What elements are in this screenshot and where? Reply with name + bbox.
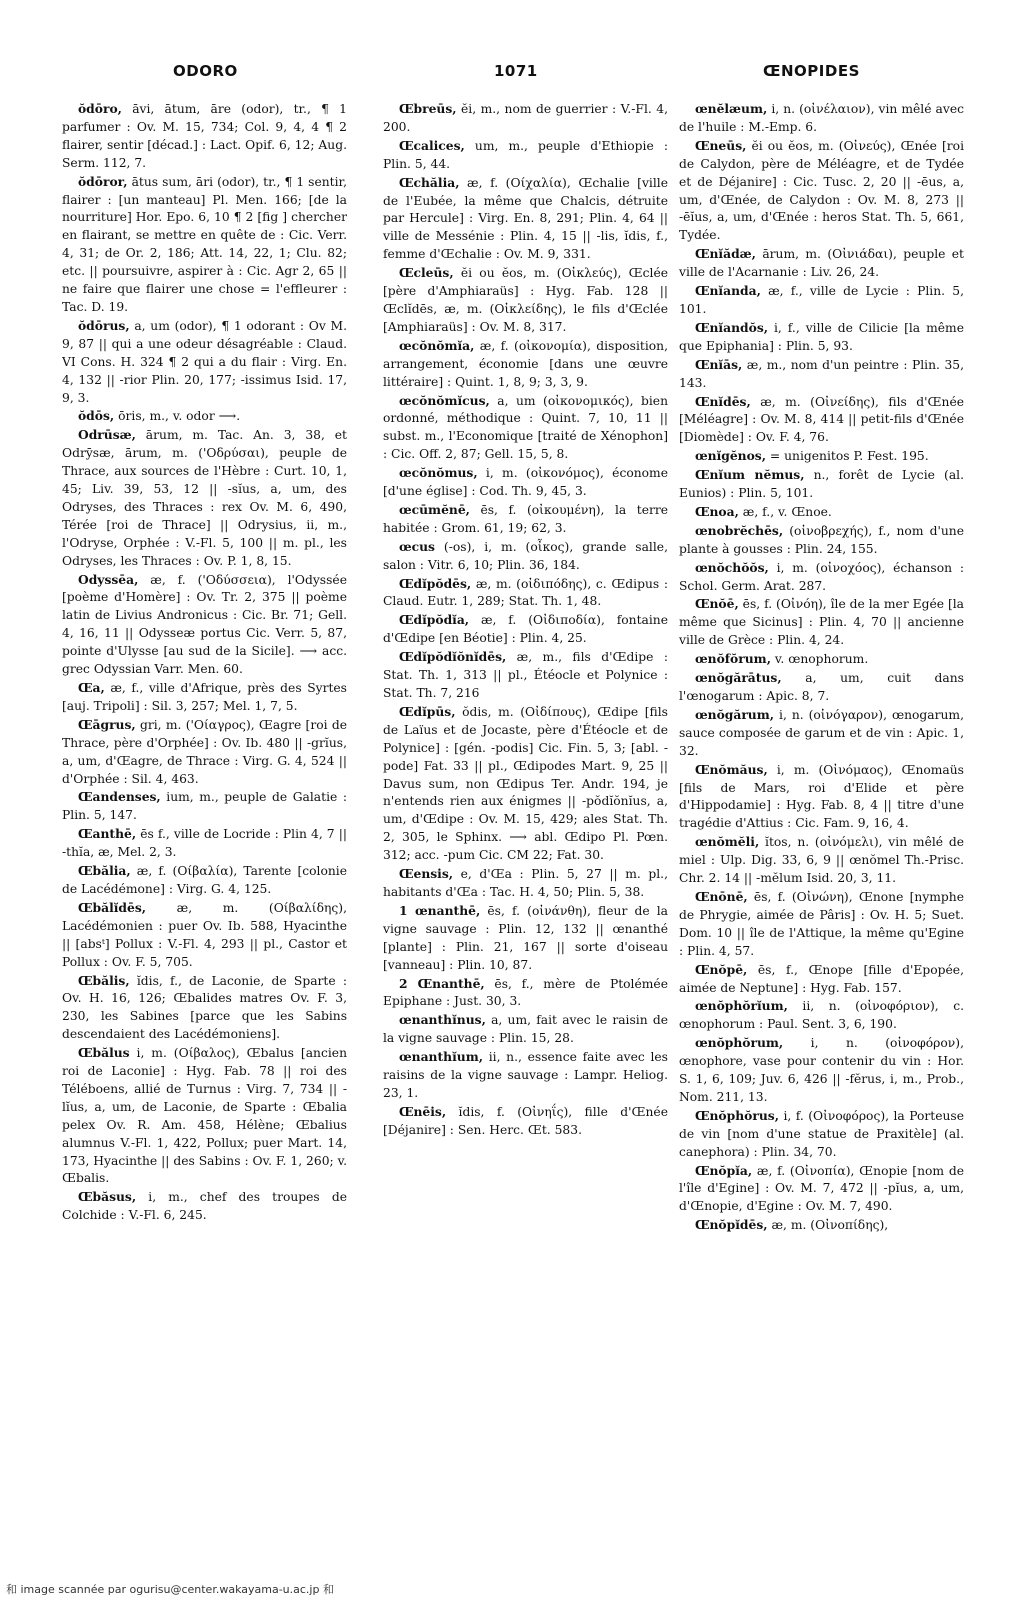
dictionary-entry bbox=[62, 825, 347, 862]
dictionary-entry bbox=[679, 245, 964, 282]
entry-definition: æ, f. (Οίχαλία), Œchalie [ville de l'Eubée, la même que Chalcis, détruite par Hercule] : Virg. En. 8, 291; Plin. 4, 64 || ville de Messénie : Plin. 4, 15 || -lis, ĭdis, f., femme d'Œchalie : Ov. M. 9, 331. bbox=[383, 175, 668, 262]
entry-headword: Œnoa, bbox=[694, 503, 739, 519]
entry-definition: gri, m. ('Οίαγρος), Œagre [roi de Thrace, père d'Orphée] : Ov. Ib. 480 || -grĭus, a, um, d'Œagre, de Thrace : Virg. G. 4, 524 || d'Orphée : Sil. 4, 463. bbox=[62, 717, 347, 786]
dictionary-entry bbox=[62, 716, 347, 789]
dictionary-entry bbox=[679, 503, 964, 522]
dictionary-entry bbox=[679, 833, 964, 888]
entry-headword: Œbălĭdēs, bbox=[77, 899, 147, 915]
entry-headword: ŏdōrus, bbox=[77, 317, 130, 333]
dictionary-entry bbox=[62, 679, 347, 716]
entry-definition: ĕi ou ĕos, m. (Οἰκλεύς), Œclée [père d'Amphiaraüs] : Hyg. Fab. 128 || Œclĭdēs, æ, m. (Οἰκλείδης), le fils d'Œclée [Amphiaraüs] : Ov. M. 8, 317. bbox=[383, 266, 668, 334]
entry-definition: ārum, m. (Οἰνιάδαι), peuple et ville de l'Acarnanie : Liv. 26, 24. bbox=[679, 247, 964, 280]
entry-headword: Œanthē, bbox=[77, 826, 137, 842]
dictionary-entry bbox=[383, 703, 668, 865]
entry-headword: œnŏfŏrum, bbox=[694, 651, 771, 667]
entry-headword: Œnŏphŏrus, bbox=[694, 1107, 780, 1123]
entry-definition: æ, f. (οἰκονομία), disposition, arrangement, économie [dans une œuvre littéraire] : Quint. 1, 8, 9; 3, 3, 9. bbox=[383, 338, 668, 389]
entry-definition: æ, f. (Οἰδιποδία), fontaine d'Œdipe [en Béotie] : Plin. 4, 25. bbox=[383, 613, 668, 646]
entry-definition: æ, m. (Οίβαλίδης), Lacédémonien : puer Ov. Ib. 588, Hyacinthe || [absᵗ] Pollux : V.-Fl. 4, 293 || pl., Castor et Pollux : Ov. F. 5, 705. bbox=[62, 900, 347, 969]
entry-definition: æ, m. (Οἰνείδης), fils d'Œnée [Méléagre] : Ov. M. 8, 414 || petit-fils d'Œnée [Diomède] : Ov. F. 4, 76. bbox=[679, 394, 964, 445]
entry-headword: œnanthĭnus, bbox=[398, 1012, 486, 1028]
entry-definition: ii, n. (οἰνοφόριον), c. œnophorum : Paul. Sent. 3, 6, 190. bbox=[679, 999, 964, 1032]
entry-definition: ĕi ou ĕos, m. (Οἰνεύς), Œnée [roi de Calydon, père de Méléagre, et de Tydée et de Déjanire] : Cic. Tusc. 2, 20 || -ēus, a, um, d'Œnée, de Calydon : Ov. M. 8, 273 || -ēĭus, a, um, d'Œnée : heros Stat. Th. 5, 661, Tydée. bbox=[679, 138, 964, 243]
entry-definition: ēs, f. (οἰνάνθη), fleur de la vigne sauvage : Plin. 12, 132 || œnanthé [plante] : Plin. 21, 167 || sorte d'oiseau [vanneau] : Plin. 10, 87. bbox=[383, 903, 668, 972]
entry-definition: a, um (odor), ¶ 1 odorant : Ov M. 9, 87 || qui a une odeur désagréable : Claud. VI Cons. H. 324 ¶ 2 qui a du flair : Virg. En. 4, 132 || -rior Plin. 20, 177; -issimus Isid. 17, 9, 3. bbox=[62, 318, 347, 405]
entry-definition: i, n. (οἰνόγαρον), œnogarum, sauce composée de garum et de vin : Apic. 1, 32. bbox=[679, 707, 964, 758]
dictionary-entry bbox=[383, 865, 668, 902]
dictionary-entry bbox=[383, 464, 668, 501]
entry-headword: Œbălis, bbox=[77, 972, 130, 988]
entry-definition: i, n. (οἰνοφόρον), œnophore, vase pour contenir du vin : Hor. S. 1, 6, 109; Juv. 6, 426 || -fĕrus, i, m., Prob., Nom. 211, 13. bbox=[679, 1036, 964, 1104]
dictionary-entry bbox=[383, 337, 668, 392]
column-2 bbox=[383, 100, 668, 1552]
dictionary-entry bbox=[383, 902, 668, 975]
entry-headword: œcŏnŏmus, bbox=[398, 465, 478, 481]
dictionary-entry bbox=[679, 559, 964, 596]
dictionary-entry bbox=[679, 137, 964, 245]
entry-definition: æ, m., nom d'un peintre : Plin. 35, 143. bbox=[679, 357, 964, 390]
dictionary-entry bbox=[679, 669, 964, 706]
entry-headword: œnŏgărum, bbox=[694, 706, 775, 722]
entry-definition: æ, f. (Οίβαλία), Tarente [colonie de Lacédémone] : Virg. G. 4, 125. bbox=[62, 864, 347, 896]
entry-definition: ēs, f. (Οἰνώνη), Œnone [nymphe de Phrygie, aimée de Pâris] : Ov. H. 5; Suet. Dom. 10 || île de l'Attique, la même qu'Egine : Plin. 4, 57. bbox=[679, 889, 964, 958]
entry-definition: v. œnophorum. bbox=[770, 652, 869, 667]
dictionary-entry bbox=[679, 961, 964, 998]
entry-headword: œnŏchŏŏs, bbox=[694, 559, 769, 575]
page-header bbox=[0, 62, 1024, 88]
entry-definition: ĭdis, f., de Laconie, de Sparte : Ov. H. 16, 126; Œbalides matres Ov. F. 3, 230, les Sabines [parce que les Sabins descendaient des Lacédémoniens]. bbox=[62, 973, 347, 1042]
dictionary-entry bbox=[62, 317, 347, 408]
entry-definition: ĭtos, n. (οἰνόμελι), vin mêlé de miel : Ulp. Dig. 33, 6, 9 || œnŏmel Th.-Prisc. Chr. 2. 14 || -mĕlum Isid. 20, 3, 11. bbox=[679, 835, 964, 886]
dictionary-entry bbox=[383, 648, 668, 703]
dictionary-entry bbox=[383, 137, 668, 174]
entry-headword: œcŏnŏmĭa, bbox=[398, 337, 475, 353]
entry-headword: Œbălus bbox=[77, 1045, 130, 1061]
entry-headword: Œneūs, bbox=[694, 137, 747, 153]
entry-headword: Œa, bbox=[77, 680, 105, 695]
dictionary-entry bbox=[383, 1103, 668, 1140]
entry-headword: Œensis, bbox=[398, 866, 454, 882]
column-3 bbox=[679, 100, 964, 1552]
entry-headword: Œnĭandŏs, bbox=[694, 319, 769, 335]
entry-headword: Œnĭās, bbox=[694, 356, 743, 372]
entry-definition: i, m. (οἰκονόμος), économe [d'une église] : Cod. Th. 9, 45, 3. bbox=[383, 466, 668, 499]
entry-definition: i, m. (Οἰνόμαος), Œnomaüs [fils de Mars, roi d'Elide et père d'Hippodamie] : Hyg. Fab. 8, 4 || titre d'une tragédie d'Attius : Cic. Fam. 9, 16, 4. bbox=[679, 762, 964, 831]
dictionary-entry bbox=[679, 319, 964, 356]
entry-definition: i, n. (οἰνέλαιον), vin mêlé avec de l'huile : M.-Emp. 6. bbox=[679, 102, 964, 134]
entry-headword: Œnŏpē, bbox=[694, 961, 748, 977]
entry-headword: œcŏnŏmĭcus, bbox=[398, 392, 490, 408]
entry-headword: 2 Œnanthē, bbox=[398, 975, 485, 991]
entry-headword: Œnēis, bbox=[398, 1103, 447, 1119]
entry-headword: Œcalices, bbox=[398, 137, 465, 153]
entry-definition: æ, m., fils d'Œdipe : Stat. Th. 1, 313 || pl., Étéocle et Polynice : Stat. Th. 7, 216 bbox=[383, 650, 668, 700]
entry-headword: Œnĭădæ, bbox=[694, 246, 756, 262]
entry-headword: Œnĭanda, bbox=[694, 283, 761, 299]
dictionary-entry bbox=[679, 100, 964, 137]
entry-definition: ōris, m., v. odor ⟶. bbox=[114, 409, 241, 424]
dictionary-entry bbox=[383, 100, 668, 137]
dictionary-entry bbox=[679, 997, 964, 1034]
entry-definition: æ, f. (Οἰνοπία), Œnopie [nom de l'île d'Egine] : Ov. M. 7, 472 || -pĭus, a, um, d'Œnopie, d'Egine : Ov. M. 7, 490. bbox=[679, 1163, 964, 1214]
entry-definition: æ, m. (οἰδιπόδης), c. Œdipus : Claud. Eutr. 1, 289; Stat. Th. 1, 48. bbox=[383, 576, 668, 609]
dictionary-entry bbox=[679, 650, 964, 669]
entry-definition: = unigenitos P. Fest. 195. bbox=[766, 449, 929, 464]
entry-definition: æ, f., ville d'Afrique, près des Syrtes [auj. Tripoli] : Sil. 3, 257; Mel. 1, 7, 5. bbox=[62, 681, 347, 713]
entry-headword: Œnōnē, bbox=[694, 888, 748, 904]
entry-definition: æ, f., ville de Lycie : Plin. 5, 101. bbox=[679, 284, 964, 316]
entry-headword: Œnŏē, bbox=[694, 596, 739, 612]
entry-headword: Œdĭpŏdĭa, bbox=[398, 612, 470, 628]
dictionary-entry bbox=[62, 407, 347, 426]
entry-definition: ātus sum, āri (odor), tr., ¶ 1 sentir, flairer : [un manteau] Pl. Men. 166; [de la nourriture] Hor. Epo. 6, 10 ¶ 2 [fig ] chercher en flairant, se mettre en quête de : Cic. Verr. 4, 31; de Or. 2, 186; Att. 14, 22, 1; Clu. 82; etc. || poursuivre, aspirer à : Cic. Agr 2, 65 || ne faire que flairer une chose = l'effleurer : Tac. D. 19. bbox=[62, 174, 347, 314]
dictionary-entry bbox=[62, 426, 347, 570]
entry-definition: ēs, f. (οἰκουμένη), la terre habitée : Grom. 61, 19; 62, 3. bbox=[383, 502, 668, 535]
dictionary-entry bbox=[62, 899, 347, 972]
entry-headword: Œbreūs, bbox=[398, 101, 457, 116]
entry-definition: æ, m. (Οἰνοπίδης), bbox=[767, 1218, 889, 1233]
entry-definition: a, um, cuit dans l'œnogarum : Apic. 8, 7. bbox=[679, 671, 964, 703]
entry-definition: ēs, f. (Οἰνόη), île de la mer Egée [la même que Sicinus] : Plin. 4, 70 || ancienne ville de Grèce : Plin. 4, 24. bbox=[679, 597, 964, 648]
dictionary-entry bbox=[679, 1162, 964, 1217]
dictionary-entry bbox=[62, 1044, 347, 1188]
entry-definition: ii, n., essence faite avec les raisins de la vigne sauvage : Lampr. Heliog. 23, 1. bbox=[383, 1050, 668, 1100]
entry-definition: a, um (οἰκονομικός), bien ordonné, méthodique : Quint. 7, 10, 11 || subst. m., l'Economique [traité de Xénophon] : Cic. Off. 2, 87; Gell. 15, 5, 8. bbox=[383, 393, 668, 462]
entry-definition: æ, f. ('Οδύσσεια), l'Odyssée [poème d'Homère] : Ov. Tr. 2, 375 || poème latin de Livius Andronicus : Cic. Br. 71; Gell. 4, 16, 11 || Odysseæ portus Cic. Verr. 5, 87, pointe d'Ulysse [au sud de la Sicile]. ⟶ acc. grec Odyssian Varr. Men. 60. bbox=[62, 572, 347, 677]
entry-definition: ĕi, m., nom de guerrier : V.-Fl. 4, 200. bbox=[383, 102, 668, 134]
entry-definition: a, um, fait avec le raisin de la vigne sauvage : Plin. 15, 28. bbox=[383, 1013, 668, 1046]
dictionary-entry bbox=[679, 1216, 964, 1235]
entry-definition: i, m. (Οίβαλος), Œbalus [ancien roi de Laconie] : Hyg. Fab. 78 || roi des Téléboens, allié de Turnus : Virg. 7, 734 || -lĭus, a, um, de Laconie, de Sparte : Œbalia pelex Ov. R. Am. 458, Hélène; Œbalius alumnus V.-Fl. 1, 422, Pollux; puer Mart. 14, 173, Hyacinthe || des Sabins : Ov. F. 1, 260; v. Œbalis. bbox=[62, 1046, 347, 1186]
entry-headword: Œnŏpĭa, bbox=[694, 1162, 753, 1178]
entry-headword: Œdĭpŏdēs, bbox=[398, 575, 472, 591]
entry-headword: œnŏmĕli, bbox=[694, 834, 760, 850]
entry-headword: 1 œnanthē, bbox=[398, 902, 481, 918]
entry-headword: Œchălia, bbox=[398, 174, 460, 190]
dictionary-entry bbox=[679, 706, 964, 761]
entry-definition: um, m., peuple d'Ethiopie : Plin. 5, 44. bbox=[383, 138, 668, 171]
entry-definition: i, f., ville de Cilicie [la même que Epiphania] : Plin. 5, 93. bbox=[679, 320, 964, 353]
entry-definition: i, f. (Οἰνοφόρος), la Porteuse de vin [nom d'une statue de Praxitèle] (al. canephora) : Plin. 34, 70. bbox=[679, 1108, 964, 1159]
entry-headword: ŏdōs, bbox=[77, 408, 115, 424]
dictionary-entry bbox=[383, 538, 668, 575]
entry-headword: ŏdōro, bbox=[77, 101, 122, 116]
dictionary-entry bbox=[383, 1048, 668, 1103]
dictionary-entry bbox=[383, 264, 668, 337]
dictionary-entry bbox=[679, 1034, 964, 1107]
entry-headword: œnobrĕchēs, bbox=[694, 522, 784, 538]
dictionary-entry bbox=[62, 571, 347, 679]
dictionary-entry bbox=[679, 447, 964, 466]
entry-headword: œnĭgĕnos, bbox=[694, 448, 767, 464]
entry-headword: Œnŏpĭdēs, bbox=[694, 1217, 768, 1233]
page-number: 1071 bbox=[494, 62, 538, 80]
entry-headword: Odrūsæ, bbox=[77, 427, 136, 443]
entry-definition: i, m. (οἰνοχόος), échanson : Schol. Germ. Arat. 287. bbox=[679, 560, 964, 593]
dictionary-entry bbox=[679, 393, 964, 448]
dictionary-entry bbox=[62, 100, 347, 173]
entry-headword: Œdĭpŏdĭŏnĭdēs, bbox=[398, 649, 507, 665]
entry-headword: ŏdōror, bbox=[77, 173, 128, 189]
header-right-guide-word: ŒNOPIDES bbox=[763, 62, 860, 80]
dictionary-entry bbox=[383, 392, 668, 465]
dictionary-entry bbox=[62, 972, 347, 1045]
dictionary-entry bbox=[679, 356, 964, 393]
dictionary-entry bbox=[679, 761, 964, 834]
dictionary-entry bbox=[383, 611, 668, 648]
entry-definition: ārum, m. Tac. An. 3, 38, et Odrȳsæ, ārum, m. ('Οδρύσαι), peuple de Thrace, aux sources de l'Hèbre : Curt. 10, 1, 45; Liv. 39, 53, 12 || -sĭus, a, um, des Odryses, des Thraces : rex Ov. M. 6, 490, Térée [roi de Thrace] || Odrysius, ii, m., l'Odryse, Orphée : V.-Fl. 5, 100 || m. pl., les Odryses, les Thraces : Ov. P. 1, 8, 15. bbox=[62, 428, 347, 568]
entry-headword: Œnĭum nĕmus, bbox=[694, 467, 805, 483]
scan-credit: 和 image scannée par ogurisu@center.wakayama-u.ac.jp 和 bbox=[6, 1583, 334, 1596]
entry-definition: (οἰνοβρεχής), f., nom d'une plante à gousses : Plin. 24, 155. bbox=[679, 523, 964, 556]
entry-definition: ŏdis, m. (Οἰδίπους), Œdipe [fils de Laïus et de Jocaste, père d'Étéocle et de Polynice] : [gén. -podis] Cic. Fin. 5, 3; [abl. -pode] Fat. 33 || pl., Œdipodes Mart. 9, 25 || Davus sum, non Œdipus Ter. Andr. 194, je n'entends rien aux énigmes || -pŏdĭŏnĭus, a, um, d'Œdipe : Ov. M. 15, 429; ales Stat. Th. 2, 305, le Sphinx. ⟶ abl. Œdipo Pl. Pœn. 312; acc. -pum Cic. CM 22; Fat. 30. bbox=[383, 704, 668, 863]
entry-headword: Œandenses, bbox=[77, 789, 161, 805]
entry-definition: i, m., chef des troupes de Colchide : V.-Fl. 6, 245. bbox=[62, 1190, 347, 1223]
dictionary-entry bbox=[62, 173, 347, 317]
entry-headword: œnŏphŏrum, bbox=[694, 1035, 784, 1051]
dictionary-entry bbox=[62, 862, 347, 899]
column-1 bbox=[62, 100, 347, 1552]
entry-headword: œcūmĕnē, bbox=[398, 501, 470, 517]
entry-headword: Œbăsus, bbox=[77, 1189, 137, 1205]
entry-definition: ēs f., ville de Locride : Plin 4, 7 || -thĭa, æ, Mel. 2, 3. bbox=[62, 827, 347, 860]
entry-definition: æ, f., v. Œnoe. bbox=[738, 504, 832, 519]
entry-headword: Œcleūs, bbox=[398, 265, 454, 281]
dictionary-entry bbox=[383, 501, 668, 538]
entry-headword: œnĕlæum, bbox=[694, 101, 768, 116]
dictionary-entry bbox=[679, 522, 964, 559]
dictionary-entry bbox=[679, 1107, 964, 1162]
entry-definition: āvi, ātum, āre (odor), tr., ¶ 1 parfumer : Ov. M. 15, 734; Col. 9, 4, 4 ¶ 2 flairer, sentir [décad.] : Lact. Opif. 6, 12; Aug. Serm. 112, 7. bbox=[62, 102, 347, 170]
dictionary-entry bbox=[62, 788, 347, 825]
entry-headword: Œnĭdēs, bbox=[694, 393, 751, 409]
dictionary-entry bbox=[383, 575, 668, 612]
entry-definition: ēs, f., Œnope [fille d'Epopée, aimée de Neptune] : Hyg. Fab. 157. bbox=[679, 962, 964, 995]
entry-headword: œnanthĭum, bbox=[398, 1049, 483, 1065]
entry-definition: ēs, f., mère de Ptolémée Epiphane : Just. 30, 3. bbox=[383, 976, 668, 1009]
dictionary-entry bbox=[383, 1011, 668, 1048]
entry-headword: œnŏphŏrĭum, bbox=[694, 998, 788, 1014]
entry-definition: n., forêt de Lycie (al. Eunios) : Plin. 5, 101. bbox=[679, 468, 964, 501]
entry-headword: Œbălia, bbox=[77, 863, 131, 879]
dictionary-entry bbox=[62, 1188, 347, 1225]
dictionary-entry bbox=[679, 466, 964, 503]
dictionary-entry bbox=[679, 595, 964, 650]
entry-headword: œcus bbox=[398, 538, 435, 554]
entry-headword: Œāgrus, bbox=[77, 716, 136, 732]
entry-headword: Odyssēa, bbox=[77, 571, 139, 587]
header-left-guide-word: ODORO bbox=[173, 62, 238, 80]
dictionary-entry bbox=[383, 975, 668, 1012]
entry-definition: e, d'Œa : Plin. 5, 27 || m. pl., habitants d'Œa : Tac. H. 4, 50; Plin. 5, 38. bbox=[383, 867, 668, 899]
entry-definition: ium, m., peuple de Galatie : Plin. 5, 147. bbox=[62, 790, 347, 823]
dictionary-entry bbox=[679, 282, 964, 319]
entry-headword: Œnŏmăus, bbox=[694, 761, 768, 777]
entry-headword: œnŏgărātus, bbox=[694, 670, 782, 686]
dictionary-entry bbox=[383, 174, 668, 265]
entry-definition: ĭdis, f. (Οἰνηΐς), fille d'Œnée [Déjanire] : Sen. Herc. Œt. 583. bbox=[383, 1104, 668, 1137]
dictionary-entry bbox=[679, 888, 964, 961]
entry-definition: (-os), i, m. (οἶκος), grande salle, salon : Vitr. 6, 10; Plin. 36, 184. bbox=[383, 539, 668, 572]
entry-headword: Œdĭpūs, bbox=[398, 703, 456, 719]
